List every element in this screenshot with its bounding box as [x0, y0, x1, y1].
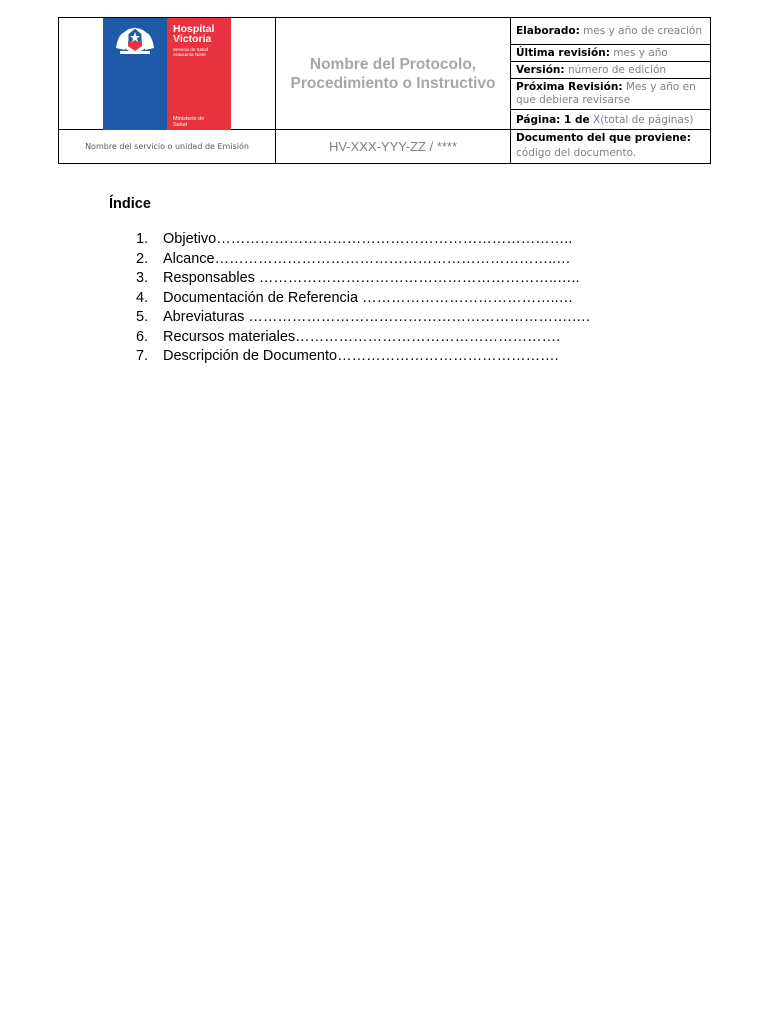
- index-item: [136, 250, 590, 270]
- index-item-number: 2.: [136, 250, 149, 267]
- logo-hospital-name: Hospital Victoria: [173, 23, 215, 45]
- index-item-number: 6.: [136, 328, 149, 345]
- index-item-number: 3.: [136, 270, 149, 286]
- index-title: Índice: [109, 196, 151, 212]
- logo-ministry-text: Ministerio de Salud: [173, 116, 205, 128]
- hospital-logo: [103, 18, 231, 130]
- logo-cell: [59, 18, 276, 130]
- elaborado-label: Elaborado:: [516, 25, 580, 37]
- ultima-value: mes y año: [613, 47, 668, 59]
- proxima-value: Mes y año en que debiera revisarse: [516, 81, 696, 106]
- index-item-text: Recursos materiales……………………………………………….: [163, 328, 561, 345]
- service-unit: Nombre del servicio o unidad de Emisión: [59, 130, 276, 164]
- pagina-label: Página: 1 de: [516, 113, 590, 126]
- logo-service-text: Servicio de Salud Araucanía Norte: [173, 47, 209, 57]
- index-item: [136, 230, 590, 250]
- meta-version: [511, 62, 711, 79]
- document-title: Nombre del Protocolo, Procedimiento o Instructivo: [276, 18, 511, 130]
- proxima-label: Próxima Revisión:: [516, 81, 623, 93]
- index-item-number: 4.: [136, 289, 149, 306]
- elaborado-value: mes y año de creación: [583, 25, 703, 37]
- index-item: [136, 347, 590, 367]
- meta-ultima-revision: [511, 45, 711, 62]
- index-item-number: 1.: [136, 231, 149, 247]
- logo-blue-panel: [103, 18, 167, 130]
- meta-proxima-revision: [511, 79, 711, 110]
- index-item-text: Responsables ……………………………………………………..…..: [163, 270, 580, 286]
- index-item-text: Documentación de Referencia …………………………………..…: [163, 289, 574, 306]
- index-item-text: Alcance……………………………………………………………..…: [163, 250, 571, 267]
- doc-label: Documento del que proviene:: [516, 132, 691, 144]
- index-item-text: Abreviaturas ………………………………………………………….….: [163, 309, 590, 325]
- meta-pagina: [511, 110, 711, 130]
- version-value: número de edición: [567, 64, 667, 76]
- document-header-table: [58, 17, 711, 164]
- index-item-number: 7.: [136, 348, 149, 364]
- index-item-text: Descripción de Documento……………………………………….: [163, 348, 559, 364]
- logo-red-panel: [167, 18, 231, 130]
- doc-value: código del documento.: [516, 147, 637, 159]
- ultima-label: Última revisión:: [516, 47, 610, 59]
- meta-documento-origen: [511, 130, 711, 164]
- index-item-text: Objetivo………………………………………………………………..: [163, 231, 573, 247]
- index-item-number: 5.: [136, 309, 149, 325]
- index-item: [136, 308, 590, 328]
- coat-of-arms-icon: [110, 22, 160, 56]
- index-item: [136, 289, 590, 309]
- meta-elaborado: [511, 18, 711, 45]
- index-list: [136, 230, 590, 367]
- version-label: Versión:: [516, 64, 565, 76]
- document-code: HV-XXX-YYY-ZZ / ****: [276, 130, 511, 164]
- pagina-x: X: [592, 113, 601, 126]
- index-item: [136, 269, 590, 289]
- pagina-value: (total de páginas): [600, 113, 694, 126]
- index-item: [136, 328, 590, 348]
